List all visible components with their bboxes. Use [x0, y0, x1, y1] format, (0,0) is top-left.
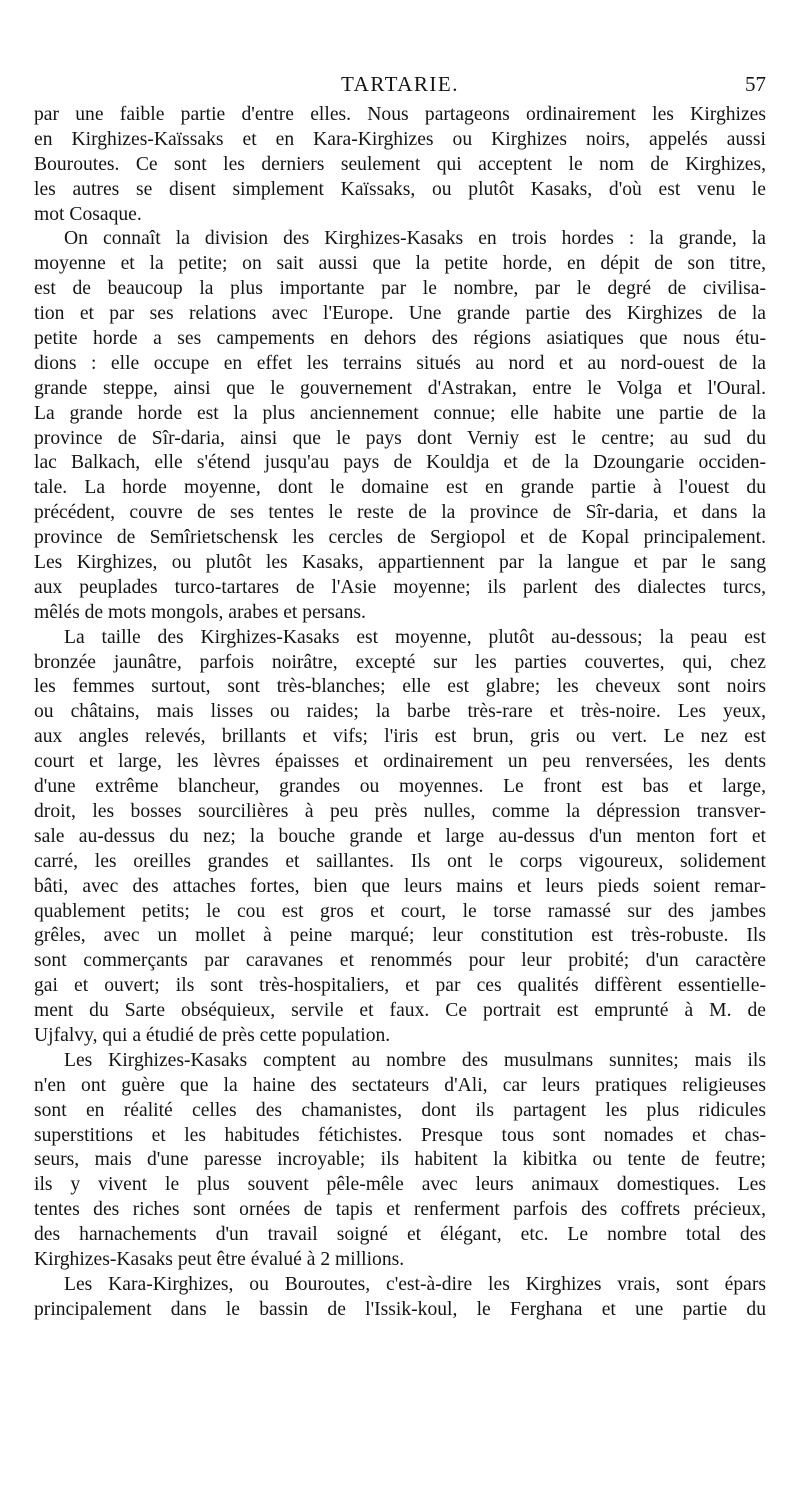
text-line: bronzée jaunâtre, parfois noirâtre, excepté sur les parties couvertes, qui, chez [34, 651, 766, 673]
text-line: les autres se disent simplement Kaïssaks, ou plutôt Kasaks, d'où est venu le [34, 178, 766, 200]
text-line: On connaît la division des Kirghizes-Kasaks en trois hordes : la grande, la [64, 228, 766, 250]
text-line: grande steppe, ainsi que le gouvernement d'Astrakan, entre le Volga et l'Oural. [34, 377, 766, 399]
text-line: Les Kirghizes-Kasaks comptent au nombre des musulmans sunnites; mais ils [64, 1049, 766, 1071]
text-line: sale au-dessus du nez; la bouche grande et large au-dessus d'un menton fort et [34, 825, 766, 847]
text-line: La grande horde est la plus anciennement connue; elle habite une partie de la [34, 402, 766, 424]
paragraph [34, 1273, 766, 1323]
text-line: bâti, avec des attaches fortes, bien que leurs mains et leurs pieds soient remar- [34, 875, 766, 897]
text-line: Ujfalvy, qui a étudié de près cette population. [34, 1024, 391, 1046]
text-line: est de beaucoup la plus importante par le nombre, par le degré de civilisa- [34, 278, 766, 300]
text-line: dions : elle occupe en effet les terrains situés au nord et au nord-ouest de la [34, 352, 766, 374]
text-line: ou châtains, mais lisses ou raides; la barbe très-rare et très-noire. Les yeux, [34, 701, 766, 723]
paragraph [34, 103, 766, 227]
text-line: principalement dans le bassin de l'Issik-koul, le Ferghana et une partie du [34, 1298, 766, 1320]
text-line: aux peuplades turco-tartares de l'Asie moyenne; ils parlent des dialectes turcs, [34, 576, 766, 598]
paragraph [34, 1049, 766, 1273]
text-line: Les Kara-Kirghizes, ou Bouroutes, c'est-à-dire les Kirghizes vrais, sont épars [64, 1273, 766, 1295]
text-line: des harnachements d'un travail soigné et élégant, etc. Le nombre total des [34, 1224, 766, 1246]
text-line: n'en ont guère que la haine des sectateurs d'Ali, car leurs pratiques religieuses [34, 1074, 766, 1096]
text-line: tion et par ses relations avec l'Europe. Une grande partie des Kirghizes de la [34, 303, 766, 325]
text-line: Les Kirghizes, ou plutôt les Kasaks, appartiennent par la langue et par le sang [34, 552, 766, 574]
paragraph [34, 626, 766, 1049]
text-line: tentes des riches sont ornées de tapis et renferment parfois des coffrets précieux, [34, 1199, 766, 1221]
text-line: petite horde a ses campements en dehors des régions asiatiques que nous étu- [34, 328, 766, 350]
text-line: Bouroutes. Ce sont les derniers seulement qui acceptent le nom de Kirghizes, [34, 153, 766, 175]
text-line: les femmes surtout, sont très-blanches; elle est glabre; les cheveux sont noirs [34, 676, 766, 698]
text-line: mêlés de mots mongols, arabes et persans. [34, 601, 366, 623]
text-line: superstitions et les habitudes fétichistes. Presque tous sont nomades et chas- [34, 1124, 766, 1146]
text-line: tale. La horde moyenne, dont le domaine est en grande partie à l'ouest du [34, 477, 766, 499]
running-title: TARTARIE. [341, 72, 459, 96]
text-line: gai et ouvert; ils sont très-hospitaliers, et par ces qualités diffèrent essentielle- [34, 975, 766, 997]
text-line: ment du Sarte obséquieux, servile et faux. Ce portrait est emprunté à M. de [34, 1000, 766, 1022]
text-line: moyenne et la petite; on sait aussi que la petite horde, en dépit de son titre, [34, 253, 766, 275]
text-line: mot Cosaque. [34, 203, 142, 225]
text-line: carré, les oreilles grandes et saillantes. Ils ont le corps vigoureux, solidement [34, 850, 766, 872]
paragraph [34, 227, 766, 625]
text-line: droit, les bosses sourcilières à peu près nulles, comme la dépression transver- [34, 800, 766, 822]
text-line: Kirghizes-Kasaks peut être évalué à 2 millions. [34, 1248, 405, 1270]
running-head [34, 72, 766, 100]
text-line: grêles, avec un mollet à peine marqué; leur constitution est très-robuste. Ils [34, 925, 766, 947]
text-line: province de Semîrietschensk les cercles de Sergiopol et de Kopal principalement. [34, 527, 766, 549]
text-line: province de Sîr-daria, ainsi que le pays dont Verniy est le centre; au sud du [34, 427, 766, 449]
text-line: aux angles relevés, brillants et vifs; l'iris est brun, gris ou vert. Le nez est [34, 726, 766, 748]
text-line: en Kirghizes-Kaïssaks et en Kara-Kirghizes ou Kirghizes noirs, appelés aussi [34, 128, 766, 150]
text-line: précédent, couvre de ses tentes le reste de la province de Sîr-daria, et dans la [34, 502, 766, 524]
text-line: ils y vivent le plus souvent pêle-mêle avec leurs animaux domestiques. Les [34, 1174, 766, 1196]
body-text [34, 103, 766, 1323]
text-line: La taille des Kirghizes-Kasaks est moyenne, plutôt au-dessous; la peau est [64, 626, 766, 648]
page-number: 57 [745, 72, 766, 96]
text-line: sont commerçants par caravanes et renommés pour leur probité; d'un caractère [34, 950, 766, 972]
text-line: d'une extrême blancheur, grandes ou moyennes. Le front est bas et large, [34, 776, 766, 798]
text-line: par une faible partie d'entre elles. Nous partageons ordinairement les Kirghizes [34, 104, 766, 125]
text-line: court et large, les lèvres épaisses et ordinairement un peu renversées, les dents [34, 751, 766, 773]
text-line: lac Balkach, elle s'étend jusqu'au pays de Kouldja et de la Dzoungarie occiden- [34, 452, 766, 474]
text-line: quablement petits; le cou est gros et court, le torse ramassé sur des jambes [34, 900, 766, 922]
text-line: seurs, mais d'une paresse incroyable; ils habitent la kibitka ou tente de feutre; [34, 1149, 766, 1171]
text-line: sont en réalité celles des chamanistes, dont ils partagent les plus ridicules [34, 1099, 766, 1121]
